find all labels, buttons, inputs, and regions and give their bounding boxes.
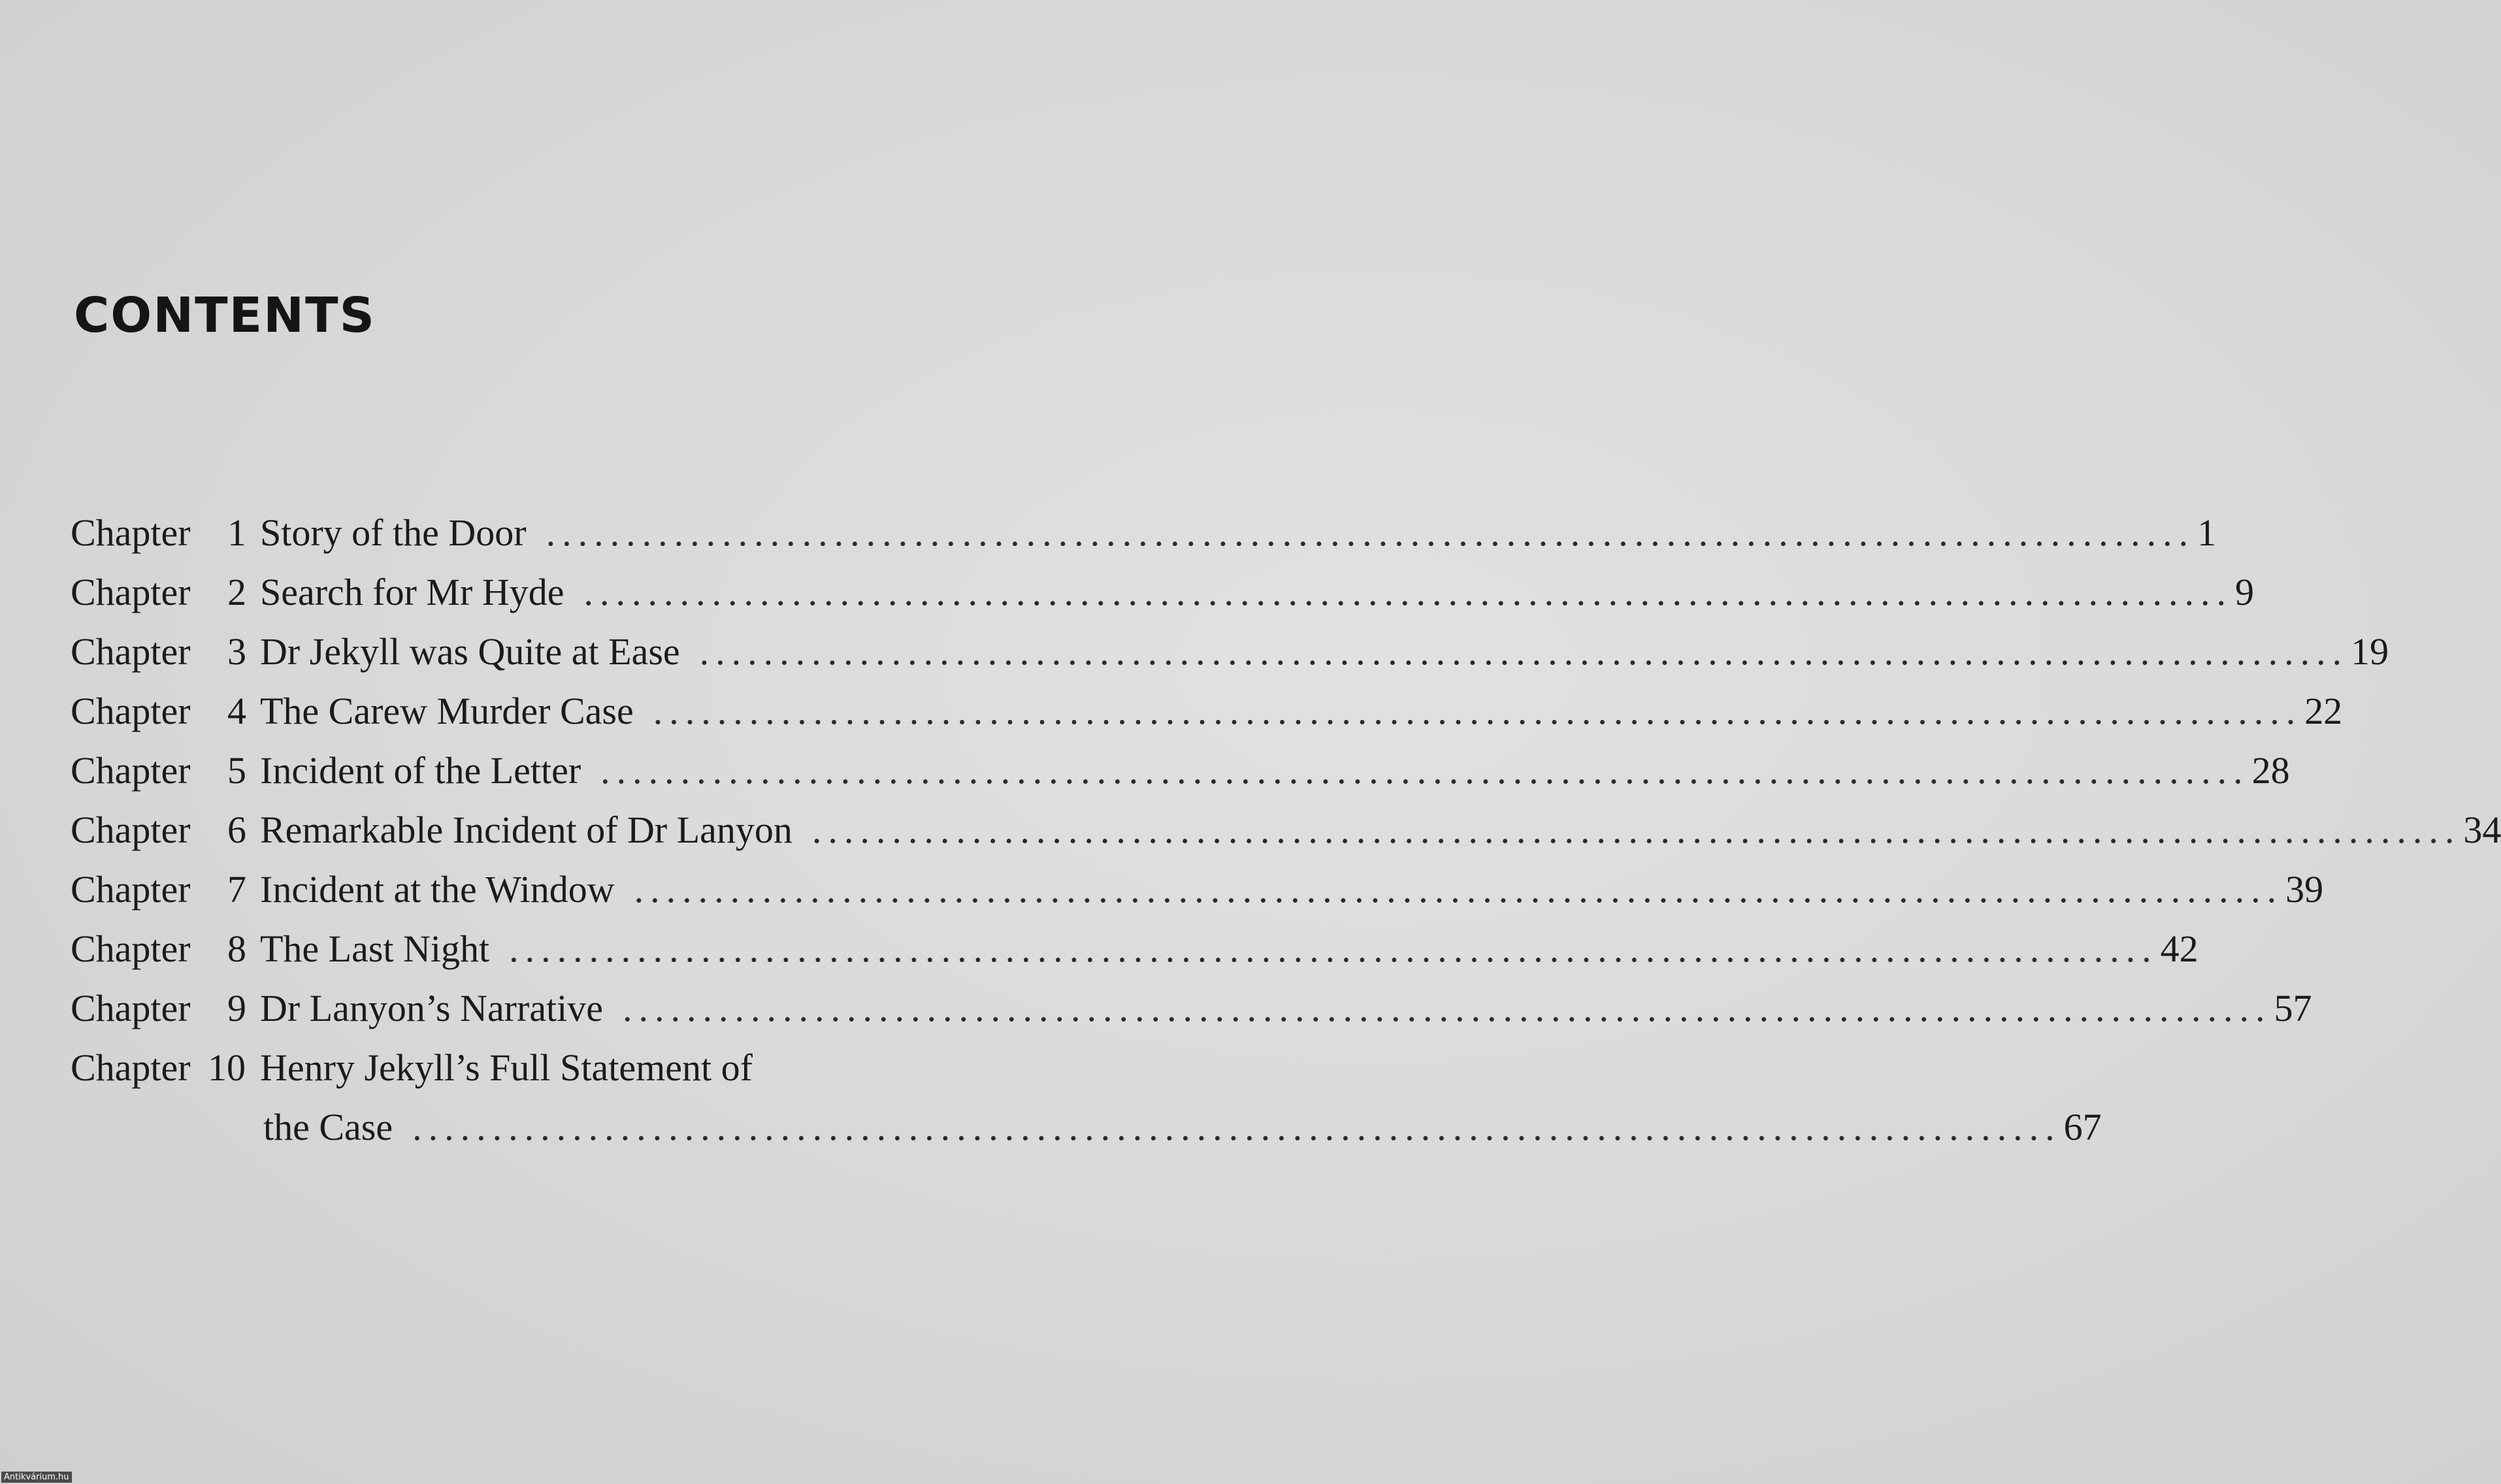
chapter-label: Chapter	[71, 928, 191, 970]
page-title: CONTENTS	[74, 287, 376, 344]
chapter-number: 5	[227, 749, 246, 792]
chapter-number: 10	[208, 1046, 246, 1089]
chapter-label: Chapter	[71, 690, 191, 732]
chapter-label: Chapter	[71, 868, 191, 911]
chapter-title-continued: the Case	[263, 1106, 393, 1148]
chapter-title: Remarkable Incident of Dr Lanyon	[260, 809, 793, 851]
toc-entry-2	[71, 562, 2254, 622]
chapter-label: Chapter	[71, 511, 191, 554]
dot-leader: .......................................................................................................	[600, 749, 2249, 792]
dot-leader: .......................................................................................................	[583, 571, 2232, 613]
chapter-label: Chapter	[71, 987, 191, 1029]
dot-leader: .......................................................................................................	[546, 511, 2195, 554]
toc-entry-1	[71, 503, 2217, 562]
chapter-title: Search for Mr Hyde	[260, 571, 564, 613]
page-number: 22	[2304, 690, 2343, 732]
toc-entry-6	[71, 800, 2501, 860]
toc-entry-3	[71, 622, 2389, 681]
page-number: 57	[2274, 987, 2312, 1029]
page-number: 67	[2063, 1106, 2102, 1148]
chapter-title: Story of the Door	[260, 511, 527, 554]
chapter-title: The Last Night	[260, 928, 490, 970]
page-number: 39	[2285, 868, 2324, 911]
dot-leader: .......................................................................................................	[699, 630, 2349, 673]
toc-entry-5	[71, 741, 2290, 800]
chapter-label: Chapter	[71, 809, 191, 851]
page-number: 9	[2234, 571, 2254, 613]
chapter-title: Henry Jekyll’s Full Statement of	[260, 1046, 753, 1089]
chapter-number: 3	[227, 630, 246, 673]
toc-entry-8	[71, 919, 2199, 978]
dot-leader: .......................................................................................................	[412, 1106, 2061, 1148]
chapter-label: Chapter	[71, 1046, 191, 1089]
dot-leader: .......................................................................................................	[811, 809, 2461, 851]
dot-leader: .......................................................................................................	[509, 928, 2158, 970]
page-number: 28	[2251, 749, 2290, 792]
dot-leader: .......................................................................................................	[653, 690, 2302, 732]
chapter-title: Incident at the Window	[260, 868, 615, 911]
toc-entry-10	[71, 1038, 972, 1097]
chapter-number: 6	[227, 809, 246, 851]
chapter-title: Dr Jekyll was Quite at Ease	[260, 630, 680, 673]
toc-entry-7	[71, 860, 2324, 919]
chapter-label: Chapter	[71, 630, 191, 673]
chapter-label: Chapter	[71, 571, 191, 613]
chapter-title: Incident of the Letter	[260, 749, 581, 792]
table-of-contents	[71, 503, 2501, 1157]
chapter-number: 4	[227, 690, 246, 732]
dot-leader: .......................................................................................................	[634, 868, 2283, 911]
chapter-number: 7	[227, 868, 246, 911]
chapter-title: Dr Lanyon’s Narrative	[260, 987, 604, 1029]
dot-leader: .......................................................................................................	[623, 987, 2272, 1029]
toc-entry-10-continued	[71, 1097, 2102, 1157]
toc-entry-9	[71, 978, 2312, 1038]
chapter-number: 1	[227, 511, 246, 554]
toc-entry-4	[71, 681, 2343, 741]
page-number: 1	[2197, 511, 2217, 554]
watermark: Antikvárium.hu	[1, 1472, 72, 1483]
chapter-label: Chapter	[71, 749, 191, 792]
page-number: 42	[2160, 928, 2199, 970]
page-number: 19	[2351, 630, 2389, 673]
page-number: 34	[2463, 809, 2501, 851]
chapter-title: The Carew Murder Case	[260, 690, 634, 732]
chapter-number: 8	[227, 928, 246, 970]
chapter-number: 9	[227, 987, 246, 1029]
chapter-number: 2	[227, 571, 246, 613]
